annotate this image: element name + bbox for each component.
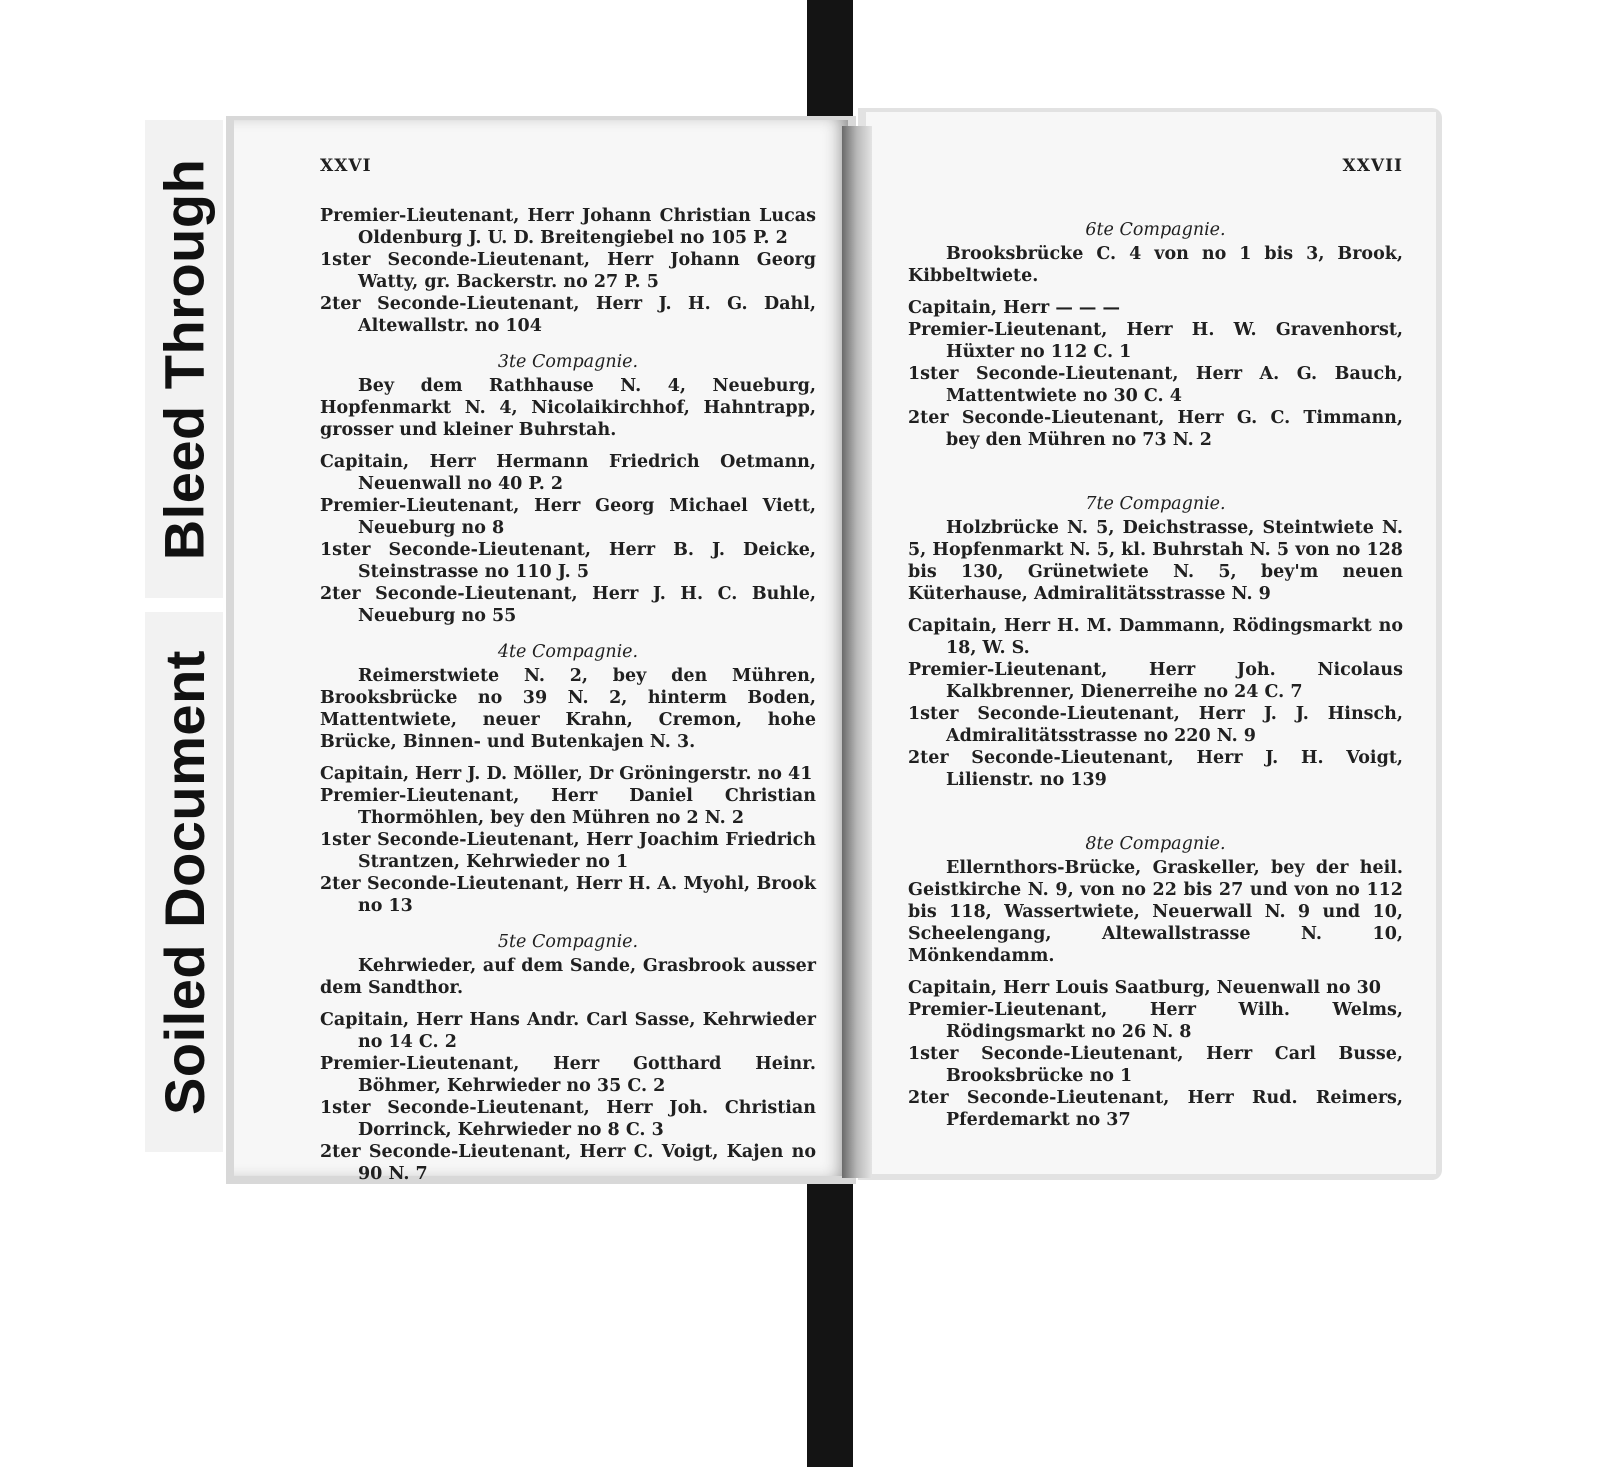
officer-entry: Capitain, Herr Louis Saatburg, Neuenwall no 30 — [908, 978, 1381, 998]
company-streets: Brooksbrücke C. 4 von no 1 bis 3, Brook, Kibbeltwiete. — [908, 244, 1403, 286]
company-heading: 7te Compagnie. — [1085, 494, 1226, 514]
left-page-text — [320, 155, 816, 1185]
company-streets: Ellernthors-Brücke, Graskeller, bey der heil. Geistkirche N. 9, von no 22 bis 27 und von no 112 bis 118, Wassertwiete, Neuerwall N. 9 und 10, Scheelengang, Altewallstrasse N. 10, Mönkendamm. — [908, 858, 1403, 966]
officer-entry: 2ter Seconde-Lieutenant, Herr G. C. Timmann, bey den Mühren no 73 N. 2 — [908, 408, 1403, 450]
officer-entry: Premier-Lieutenant, Herr H. W. Gravenhorst, Hüxter no 112 C. 1 — [908, 320, 1403, 362]
officer-entry: Capitain, Herr Hans Andr. Carl Sasse, Kehrwieder no 14 C. 2 — [320, 1010, 816, 1052]
officer-entry: 2ter Seconde-Lieutenant, Herr Rud. Reimers, Pferdemarkt no 37 — [908, 1088, 1403, 1130]
binding-strap-top — [807, 0, 853, 130]
right-page-text — [908, 155, 1403, 1131]
company-heading: 3te Compagnie. — [497, 352, 639, 372]
page-number: XXVII — [1342, 156, 1403, 176]
company-heading: 8te Compagnie. — [1085, 834, 1226, 854]
officer-entry: 1ster Seconde-Lieutenant, Herr A. G. Bauch, Mattentwiete no 30 C. 4 — [908, 364, 1403, 406]
officer-entry: Premier-Lieutenant, Herr Daniel Christian Thormöhlen, bey den Mühren no 2 N. 2 — [320, 786, 816, 828]
officer-entry: Premier-Lieutenant, Herr Gotthard Heinr. Böhmer, Kehrwieder no 35 C. 2 — [320, 1054, 816, 1096]
officer-entry: 2ter Seconde-Lieutenant, Herr J. H. Voigt, Lilienstr. no 139 — [908, 748, 1403, 790]
officer-entry: Premier-Lieutenant, Herr Johann Christian Lucas Oldenburg J. U. D. Breitengiebel no 105 P. 2 — [320, 206, 816, 248]
officer-entry: 1ster Seconde-Lieutenant, Herr B. J. Deicke, Steinstrasse no 110 J. 5 — [320, 540, 816, 582]
company-streets: Kehrwieder, auf dem Sande, Grasbrook ausser dem Sandthor. — [320, 956, 816, 998]
officer-entry: Capitain, Herr Hermann Friedrich Oetmann, Neuenwall no 40 P. 2 — [320, 452, 816, 494]
officer-entry: Premier-Lieutenant, Herr Wilh. Welms, Rödingsmarkt no 26 N. 8 — [908, 1000, 1403, 1042]
officer-entry: Capitain, Herr H. M. Dammann, Rödingsmarkt no 18, W. S. — [908, 616, 1403, 658]
officer-entry: 1ster Seconde-Lieutenant, Herr J. J. Hinsch, Admiralitätsstrasse no 220 N. 9 — [908, 704, 1403, 746]
officer-entry: 1ster Seconde-Lieutenant, Herr Joh. Christian Dorrinck, Kehrwieder no 8 C. 3 — [320, 1098, 816, 1140]
officer-entry: 2ter Seconde-Lieutenant, Herr J. H. G. Dahl, Altewallstr. no 104 — [320, 294, 816, 336]
officer-entry: Premier-Lieutenant, Herr Joh. Nicolaus Kalkbrenner, Dienerreihe no 24 C. 7 — [908, 660, 1403, 702]
officer-entry: Capitain, Herr — — — — [908, 298, 1121, 318]
binding-strap-bottom — [807, 1175, 853, 1467]
officer-entry: Capitain, Herr J. D. Möller, Dr Gröningerstr. no 41 — [320, 764, 813, 784]
company-streets: Holzbrücke N. 5, Deichstrasse, Steintwiete N. 5, Hopfenmarkt N. 5, kl. Buhrstah N. 5 von no 128 bis 130, Grünetwiete N. 5, bey'm neuen Küterhause, Admiralitätsstrasse N. 9 — [908, 518, 1403, 604]
soiled-document-stamp — [145, 612, 223, 1152]
company-heading: 5te Compagnie. — [497, 932, 639, 952]
officer-entry: Premier-Lieutenant, Herr Georg Michael Viett, Neueburg no 8 — [320, 496, 816, 538]
officer-entry: 1ster Seconde-Lieutenant, Herr Joachim Friedrich Strantzen, Kehrwieder no 1 — [320, 830, 816, 872]
officer-entry: 1ster Seconde-Lieutenant, Herr Carl Busse, Brooksbrücke no 1 — [908, 1044, 1403, 1086]
company-heading: 6te Compagnie. — [1085, 220, 1226, 240]
soiled-document-label: Soiled Document — [152, 649, 216, 1115]
bleed-through-label: Bleed Through — [152, 158, 216, 560]
officer-entry: 2ter Seconde-Lieutenant, Herr H. A. Myohl, Brook no 13 — [320, 874, 816, 916]
company-streets: Reimerstwiete N. 2, bey den Mühren, Brooksbrücke no 39 N. 2, hinterm Boden, Mattentwiete, neuer Krahn, Cremon, hohe Brücke, Binnen- und Butenkajen N. 3. — [320, 666, 816, 752]
page-number: XXVI — [320, 156, 372, 176]
company-streets: Bey dem Rathhause N. 4, Neueburg, Hopfenmarkt N. 4, Nicolaikirchhof, Hahntrapp, grosser und kleiner Buhrstah. — [320, 376, 816, 440]
officer-entry: 2ter Seconde-Lieutenant, Herr J. H. C. Buhle, Neueburg no 55 — [320, 584, 816, 626]
company-heading: 4te Compagnie. — [497, 642, 639, 662]
officer-entry: 1ster Seconde-Lieutenant, Herr Johann Georg Watty, gr. Backerstr. no 27 P. 5 — [320, 250, 816, 292]
bleed-through-stamp — [145, 120, 223, 598]
book-spine — [842, 126, 872, 1178]
officer-entry: 2ter Seconde-Lieutenant, Herr C. Voigt, Kajen no 90 N. 7 — [320, 1142, 816, 1184]
